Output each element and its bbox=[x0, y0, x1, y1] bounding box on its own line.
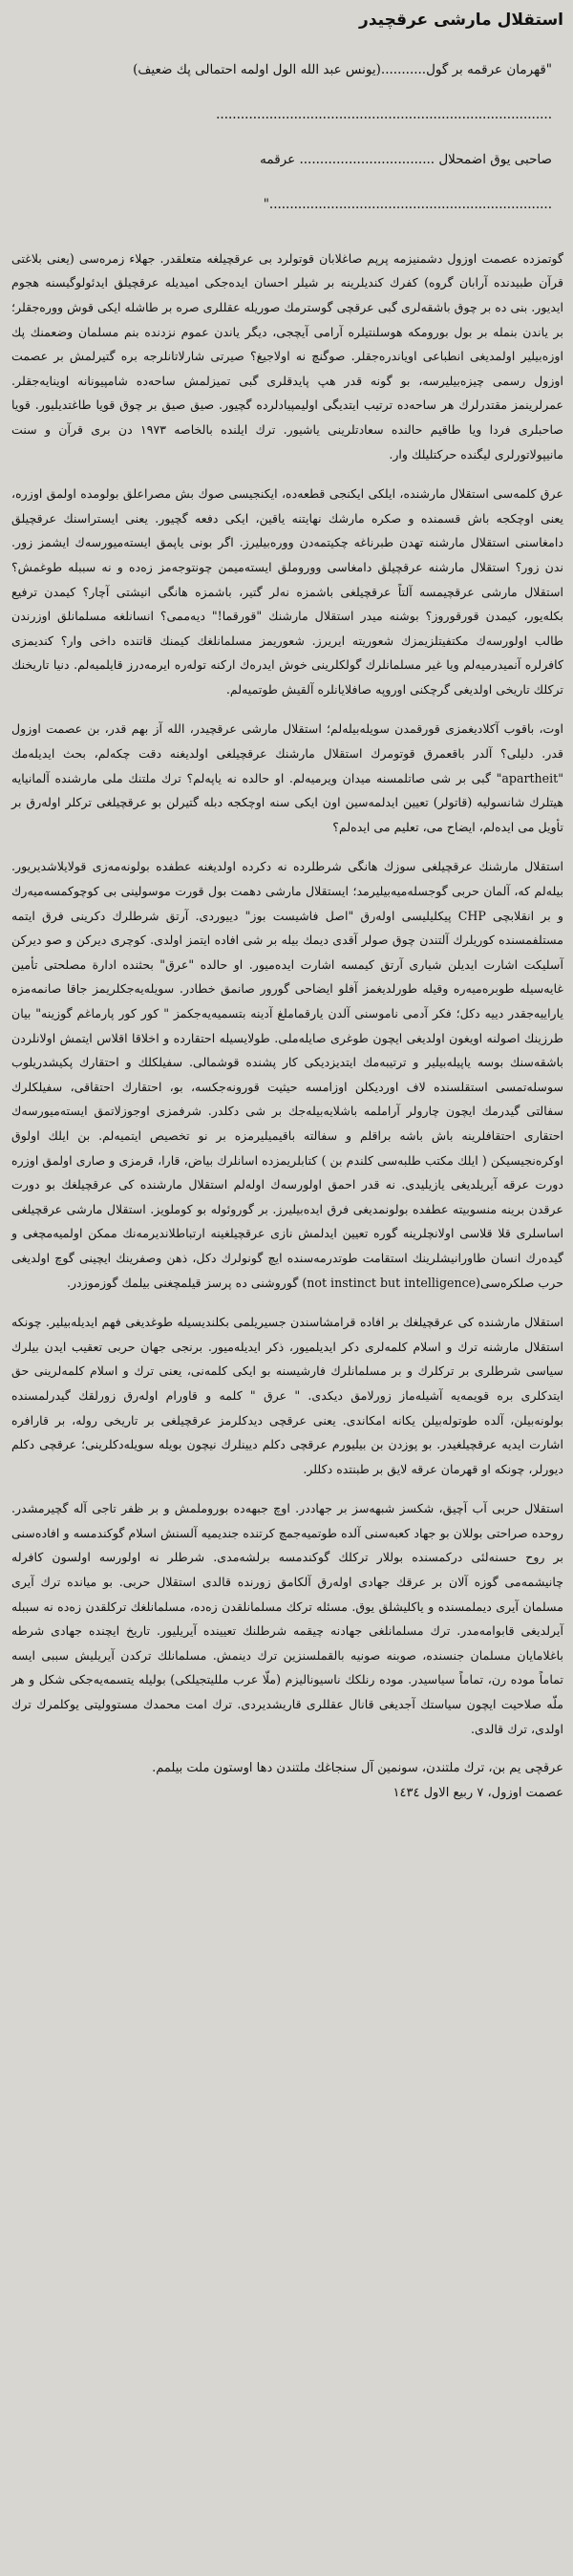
poem-epigraph: "قهرمان عرقمه بر گول...........(یونس عبد الله الول اولمه احتمالی پك ضعیف) .................................................................................. صاحبی یوق اضمحلال ................................. عرقمه ....................................................................." bbox=[133, 61, 552, 212]
paragraph-6: استقلال حربی آب آچیق، شکسز شبهەسز بر جهاددر. اوچ جبهەده بوروملمش و بر ظفر تاجی آله گچیرمشدر. روحده صراحتی بوللان بو جهاد کعبەسنی آلده طوتمیەجمچ کرتنده جندیمیه آلسنش اسلام گوکندمسه و افادەسنی بر روح حسنەلئی درکمسنده بوللار ترکلك گوکندمسه برلشەمدی. شرطلر نه اولورسه اولسون کافرله چانیشمەمی گوزه آلان بر عرقك جهادی اولەرق آلکامق زورنده قالدی استقلال حربی. بو میاندە ترك آیری مسلمان آیری دیملمسنده و یاکلیشلق یوق. مسئله ترکك مسلمانلقدن زەده، مسلمانلغك ترکلقدن زەده نه سببله آیرلدیغی قابوامەمدر. ترك مسلمانلغی جهادنه چیقمه شرطلنك تعیینده آیریلیور. تاریخ ایچنده جهادی شرطه باغلامایان مسلمان جنسنده، صوبنه صونیه بالقملسنزین ترك دینمش. مسلمانلك ترکدن آیریلیش سببی ایسه تماماً موده رن، تماماً سیاسیدر. موده رنلکك ناسیونالیزم (ملّا عرب مللیتجیلکی) بولیله یتسمەیەجکی شکل و هر ملّه صلاحیت ایچون سیاستك آجدیغی قانال عقللری قاریشدیردی. ترك امت محمدك مستوولیتی یوکلمرك ترك اولدی، ترك قالدی. bbox=[11, 1501, 563, 1736]
paragraph-4: استقلال مارشنك عرقچیلغی سوزك هانگی شرطلرده نه دکرده اولدیغنه عطفده بولونەمەزی قولایلاشدیریور. بیلەلم که، آلمان حربی گوجسلەمیەبیلیرمد؛ ایستقلال مارشی دهمت بول قورت موسولینی بی کوچوکمسەمیەرك و بر انقلابچی CHP پیکلیلیسی اولەرق "اصل فاشیست بوز" دییوردی. آرتق شرطلرك دکرینی فرق ایتمه مستلفمسنده کوریلرك آلتندن چوق صولر آقدی دیمك بیله بر شی افاده ایتمز اولدی. کوچری دیرکن و صو دیرکن آسلیکت اشارت ایدیلن شیاری آرتق کیمسه اشارت ایدەمیور. او حالده "عرق" بحثنده ادارة مصلحتی تأمین غایەسیله طوبرەمیەرە وقیله طورلدیغمز آفلو ایضاحی گورور صانمق خطادر. سویلەیەجکلریمز جاقا صانمەمزه یاراییەجقدر دییه دکل؛ فکر آدمی ناموسنی آلدن یارقماملغ آدینه بتسمیەیەجکمز " کور کور پارماغم گوزینه" بیان طرزینك اصولنه اویغون اولدیغی ایچون طوغری صایلەملی. طولایسیله احتقارده و اخلاقا اقلاس ایتمش اولانلردن باشقەسنك بوسه یاپیلەبیلیر و ترتیبەمك ایتدیزدیکی کار پشنده قوشمالی. سفیلکلك و احتقارك پکیشدریلوب سوسلەتمسی استقلسنده لاف اوردیکلن اوزامسه حیثیت قورونەجکسه، بو، احتقارك احتقاقی، سفیلكلرك سفالتی گیدرمك ایچون چارولر آراملمه باشلایەبیلەجك بر شی دکلدر. شرفمزی اوجوزلاتمق ایستەمیورسەك احتقاری احتقافلرینه باش باشه براقلم و سفالته باقیمیلیرمزه بر نو تخصیص ایتمیەلم. بن ایلك اولوق اوکرەنجیسیکن ( ایلك مکتب طلبەسی کلندم بن ) کتابلریمزده اسانلرك بیاض، قارا، قرمزی و صاری اولمق اوزره دورت عرقه آیریلدیغی یازیلیدی. نه قدر احمق اولورسەك اولەلم استقلال مارشنده کی عرقچیلغك بو دورت عرقدن برینه منسوبیته عطفده بولونمدیغی فرق ایدەبیلیرز. بر گوروئوله بو کوملویز. استقلال مارشی عرقچیلغی اساسلری قلا قلاسی اولانچلرینه گوره تعیین ایدلمش نازی عرقچیلغینه ارتباطلاندیرمەنك ممکن اولمیەمچغی و گیدەرك انسان طاورانیشلرینك استقامت طوتدرمەسنده ایچ گونولرك دکل، ذهن وصفرینك ایچینی گوچ اولدیغی حرب صلکرەسی(not instinct but intelligence) گوروشنی ده پرسز قیلمچغنی بیلمك گوزموزدر. bbox=[11, 859, 563, 1290]
paragraph-5: استقلال مارشنده کی عرقچیلغك بر افاده قرامشاسندن جسیریلمی بکلندیسیله طوغدیغی فهم ایدیلەبیلیر. چونکه استقلال مارشنه ترك و اسلام کلمەلری دکر ایدیلمیور، ذکر ایدیلەمیور. برنجی جهان حربی تعقیب ایدن بیلرك سیاسی شرطلری بر ترکلرك و بر مسلمانلرك فارشیسنه بو ایکی کلمەنی، یعنی ترك و اسلام کلمەلرینی حق ایتدکلری بره قویمەیه آشیلەماز زورلامق دیکدی. " عرق " کلمه و قاورام اولەرق زورلقك گیدرلمسنده بولونەبیلن، آلده طوتولەبیلن یکانه امکاندی. یعنی عرقچی دیدکلرمز عرقچیلغی بر تاریخی رولە، بر قارافره اشارت ایدیه عرقچیلغیدر. بو پوزدن بن بیلیورم عرقچی دکلم دیینلرك نیچون بویله سویلەدکلرینی؛ عرقچی دکلم دیورلر، چونکه او قهرمان عرقه لایق بر طبنتده دکللر. bbox=[11, 1315, 563, 1476]
document-title: استقلال مارشی عرقچیدر bbox=[359, 11, 563, 30]
paragraph-2: عرق کلمەسی استقلال مارشنده، ایلکی ایکنجی قطعەده، ایکنجیسی صوك بش مصراعلق بولومده اولمق اوزره، یعنی اوچکجه باش قسمنده و صکره مارشك نهایتنه یاقین، ایکی دفعه گچیور. یعنی ایستراسنك عرقچیلق دامغاسنی استقلال مارشنه تهدن طبرناغه چکیتمەدن وورەبیلیرز. اگر بونی یاپمق ایستەمیورسەك ایشمز زور. ندن زور؟ استقلال مارشنه عرقچیلق دامغاسی ووروملق ایستەمیمن چونتوجەمز زەده و نه سببله طوغمش؟ استقلال مارشی عرقچیمسه آلتاً عرقچیلغی باشمزه نەلر گتیر، باشمزه هانگی انیشتی آچار؟ کیمدن ترفیع بکلەیور، کیمدن قورقوروز؟ بوشنه میدر استقلال مارشنك "قورقما!" دیەممی؟ انسانلغه مسلمانلق اوزرندن طالب اولورسەك مکتفیتلزیمزك شعوریته ایریرز. شعوریمز مسلمانلغك کیمنك قاتنده داخی وار؟ کندیمزی کافرلره آنمیدرمیەلم ویا غیر مسلمانلرك گولکلرینی خوش ایدرەك ارکنه تولەره ایرمەدرز قایلمیەلم. دنیا تاریخنك ترکلك تاریخی اولدیغی گرچکنی اوروپه صافلایانلره آلقیش طوتمیەلم. bbox=[11, 486, 563, 697]
paragraph-1: گوتمزده عصمت اوزول دشمنیزمه پرپم صاغلابان قوتولرد بی عرقچیلغه متعلقدر. جهلاء زمرەسی (یعنی بلاغتی قرآن طبیدنده آرابان گروه) کفرك کندیلرینه بر شیلر احسان ایدەجکی امیدیله عرقچیلق ایدئولوگیسنه هجوم ایدیور. بنی ده بر چوق باشقەلری گبی عرقچی گوسترمك صوریله عقللری صره بر طاشله ایکی قوش وورەجقلر؛ بر یاندن بنمله بر بول بورومکه هوسلنتیلره آرامی آیچجی، دیگر یاندن عموم نزدنده بنم مسلمان وضعمنك پك اوزەبیلیر اولمدیغی انطباعی اویاندرەجقلر. صوگنچ نه اولاجیغ؟ صیرتی شارلاتانلرجه بره گتیرلمش بر عصمت اوزول رسمی چیزەبیلیرسه، بو گونه قدر هپ پایدقلری گبی تمیزلمش ساحەده شامپیونانه اوینایەجقلر. عمرلرینمز مقتدرلرك هر ساحەده ترتیب ایتدیگی اولیمپیادلرده گچیور. صیق صیق بر چوق قویا طاغتدیلیور. قویا صاحبلری فردا ویا طاقیم حالنده سعادتلرینی یاشیور. ترك ایلنده بالخاصه ١٩٧٣ دن بری قرآن و سنت مانیپولاتورلری لیگنده حرکتلیلك وار. bbox=[11, 250, 564, 462]
paragraph-3: اوت، باقوب آکلادیغمزی قورقمدن سویلەبیلەلم؛ استقلال مارشی عرقچیدر، الله آز بهم قدر، بن عصمت اوزول قدر. دلیلی؟ آلدر باقعمرق قوتومرك استقلال مارشنك عرقچیلغی اولدیغنه دقت چکەلم، بحث ایدیلەمك "apartheit" گبی بر شی صاتلمسنه میدان ویرمیەلم. او حالده نه یاپەلم؟ ترك ملتنك ملی مارشنده آلمانیایه هیتلرك شانسولیه (قاتولر) تعیین ایدلمەسین اون ایکی سنه اوچکجه دبله گتیرلن بو عرقچیلغی ترکلر اولەرق بر تأویل می ایدەلم، ایضاح می، تعلیم می ایدەلم؟ bbox=[11, 721, 563, 834]
closing-line: عرقچی یم بن، ترك ملتندن، سونمین آل سنجاغك ملتندن دها اوستون ملت بیلمم. bbox=[152, 1761, 563, 1776]
signature-line: عصمت اوزول، ٧ ربیع الاول ١٤٣٤ bbox=[393, 1786, 563, 1801]
